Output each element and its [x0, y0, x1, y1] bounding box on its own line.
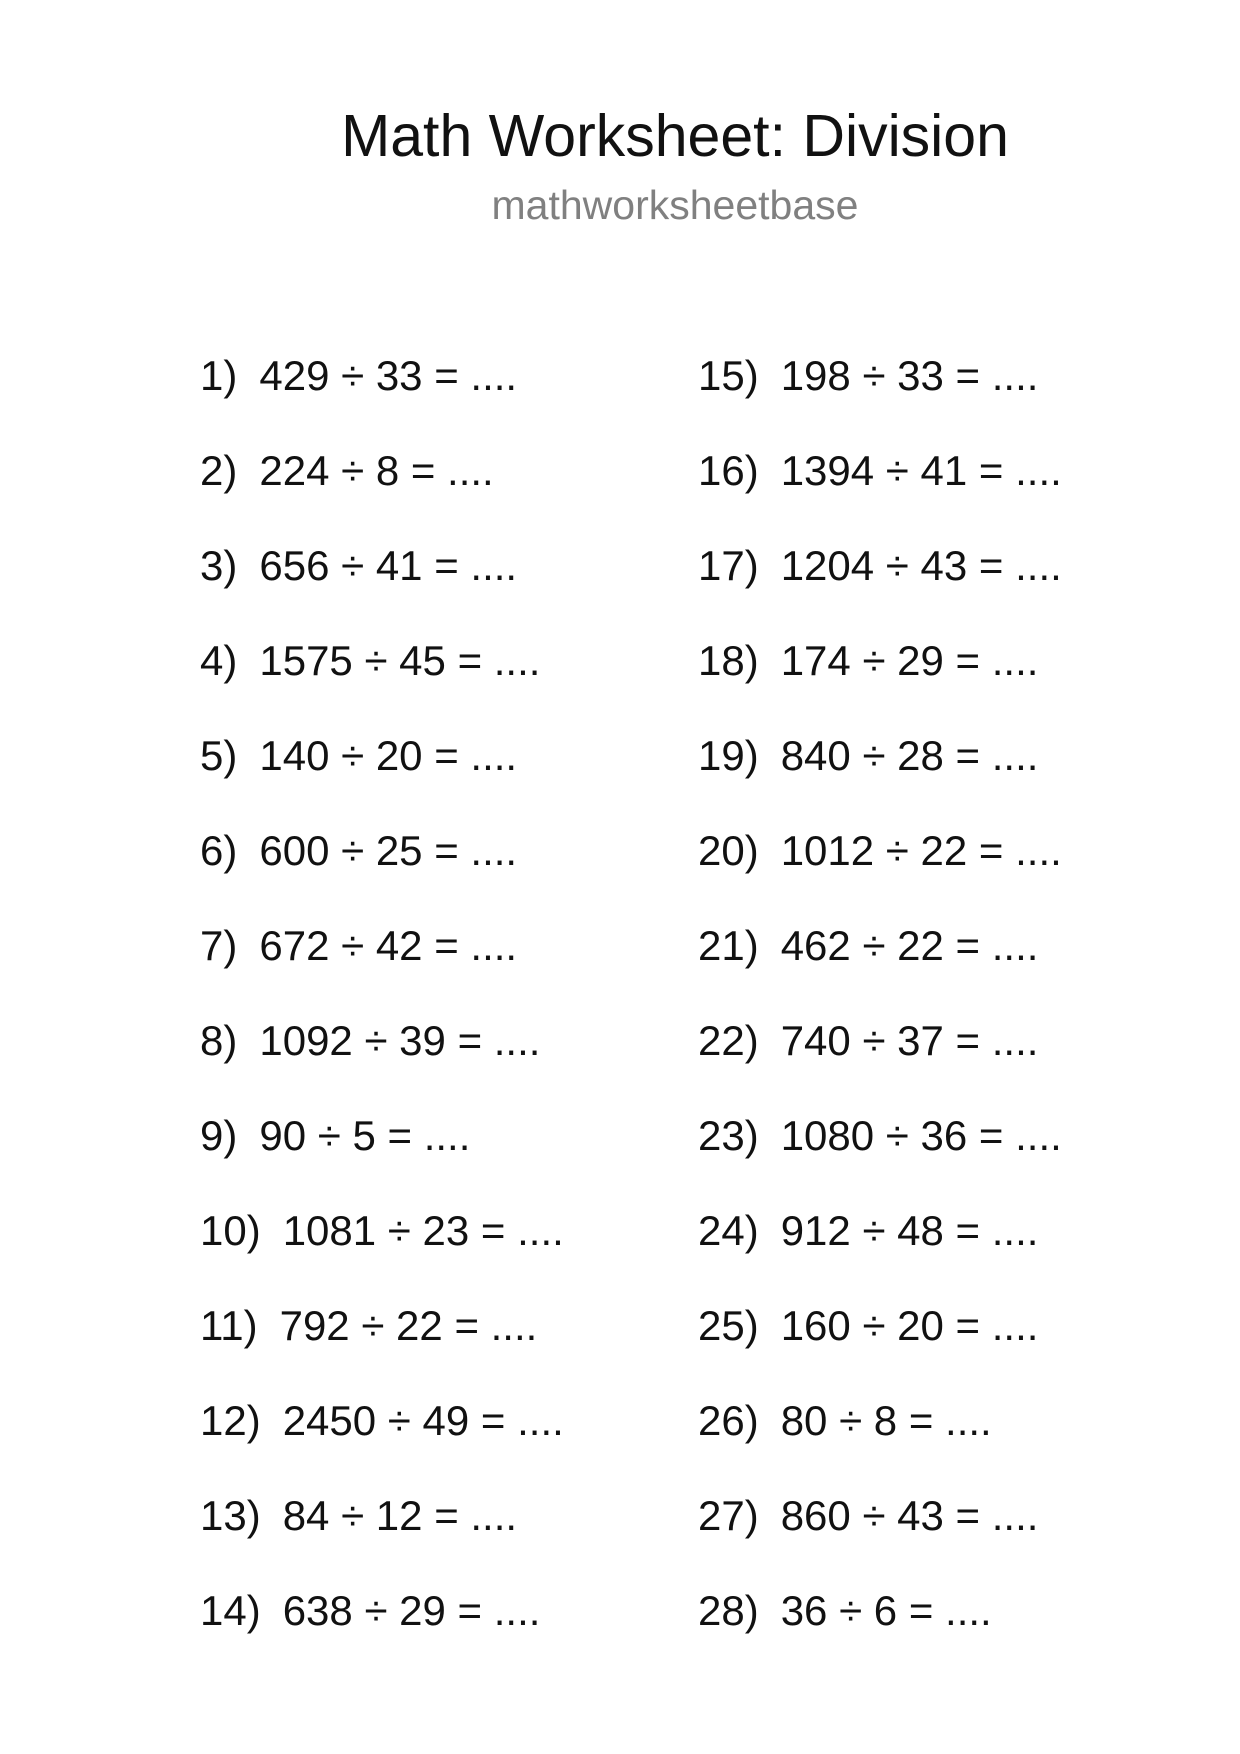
problem-number: 16) [698, 447, 759, 494]
problem-item [200, 1393, 564, 1488]
problem-number: 18) [698, 637, 759, 684]
problem-number: 1) [200, 352, 238, 399]
problem-number: 8) [200, 1017, 238, 1064]
problem-item [200, 1203, 564, 1298]
problem-expression: 792 ÷ 22 = .... [279, 1302, 538, 1349]
page-subtitle: mathworksheetbase [491, 182, 859, 228]
problem-expression: 36 ÷ 6 = .... [780, 1587, 992, 1634]
problem-expression: 740 ÷ 37 = .... [780, 1017, 1039, 1064]
problem-expression: 198 ÷ 33 = .... [780, 352, 1039, 399]
problem-number: 27) [698, 1492, 759, 1539]
problem-number: 2) [200, 447, 238, 494]
problem-expression: 912 ÷ 48 = .... [780, 1207, 1039, 1254]
problem-expression: 1012 ÷ 22 = .... [780, 827, 1062, 874]
problem-item [698, 443, 1062, 538]
problem-list-left [200, 348, 564, 1678]
problem-expression: 429 ÷ 33 = .... [259, 352, 518, 399]
problem-expression: 672 ÷ 42 = .... [259, 922, 518, 969]
problem-number: 24) [698, 1207, 759, 1254]
problem-item [200, 728, 564, 823]
problem-number: 25) [698, 1302, 759, 1349]
problem-expression: 656 ÷ 41 = .... [259, 542, 518, 589]
problem-item [698, 918, 1062, 1013]
problem-number: 28) [698, 1587, 759, 1634]
problem-number: 12) [200, 1397, 261, 1444]
problem-item [200, 348, 564, 443]
problem-expression: 840 ÷ 28 = .... [780, 732, 1039, 779]
problem-item [698, 633, 1062, 728]
problem-item [698, 1298, 1062, 1393]
problem-expression: 1080 ÷ 36 = .... [780, 1112, 1062, 1159]
problem-item [698, 1488, 1062, 1583]
problem-expression: 1081 ÷ 23 = .... [282, 1207, 564, 1254]
problem-item [200, 443, 564, 538]
problem-number: 11) [200, 1302, 258, 1349]
problem-number: 5) [200, 732, 238, 779]
problem-item [200, 1298, 564, 1393]
problem-item [698, 1583, 1062, 1678]
problem-number: 15) [698, 352, 759, 399]
problem-expression: 638 ÷ 29 = .... [282, 1587, 541, 1634]
problem-expression: 1394 ÷ 41 = .... [780, 447, 1062, 494]
problem-item [698, 348, 1062, 443]
problem-expression: 1575 ÷ 45 = .... [259, 637, 541, 684]
problem-list-right [698, 348, 1062, 1678]
problem-expression: 140 ÷ 20 = .... [259, 732, 518, 779]
problem-item [200, 1013, 564, 1108]
problem-number: 10) [200, 1207, 261, 1254]
problem-item [200, 1108, 564, 1203]
problem-item [200, 823, 564, 918]
problem-expression: 90 ÷ 5 = .... [259, 1112, 471, 1159]
problem-number: 21) [698, 922, 759, 969]
problem-number: 17) [698, 542, 759, 589]
problem-expression: 80 ÷ 8 = .... [780, 1397, 992, 1444]
problem-number: 20) [698, 827, 759, 874]
problem-expression: 174 ÷ 29 = .... [780, 637, 1039, 684]
problem-item [698, 1393, 1062, 1488]
problem-item [200, 918, 564, 1013]
problem-number: 7) [200, 922, 238, 969]
problem-item [200, 1488, 564, 1583]
problem-number: 4) [200, 637, 238, 684]
problem-number: 13) [200, 1492, 261, 1539]
problem-item [698, 1203, 1062, 1298]
problem-number: 26) [698, 1397, 759, 1444]
problem-number: 22) [698, 1017, 759, 1064]
problem-expression: 1092 ÷ 39 = .... [259, 1017, 541, 1064]
problem-number: 6) [200, 827, 238, 874]
problem-number: 3) [200, 542, 238, 589]
problem-item [698, 823, 1062, 918]
problem-expression: 860 ÷ 43 = .... [780, 1492, 1039, 1539]
problem-item [698, 538, 1062, 633]
problem-number: 19) [698, 732, 759, 779]
problem-item [698, 728, 1062, 823]
problem-item [698, 1108, 1062, 1203]
page-title: Math Worksheet: Division [341, 103, 1009, 169]
problem-item [200, 633, 564, 728]
problem-expression: 224 ÷ 8 = .... [259, 447, 494, 494]
problem-item [698, 1013, 1062, 1108]
problem-expression: 600 ÷ 25 = .... [259, 827, 518, 874]
problem-expression: 84 ÷ 12 = .... [282, 1492, 518, 1539]
problem-expression: 462 ÷ 22 = .... [780, 922, 1039, 969]
problem-number: 14) [200, 1587, 261, 1634]
problem-expression: 2450 ÷ 49 = .... [282, 1397, 564, 1444]
problem-item [200, 1583, 564, 1678]
problem-item [200, 538, 564, 633]
problem-number: 23) [698, 1112, 759, 1159]
problem-expression: 160 ÷ 20 = .... [780, 1302, 1039, 1349]
problem-expression: 1204 ÷ 43 = .... [780, 542, 1062, 589]
problem-number: 9) [200, 1112, 238, 1159]
